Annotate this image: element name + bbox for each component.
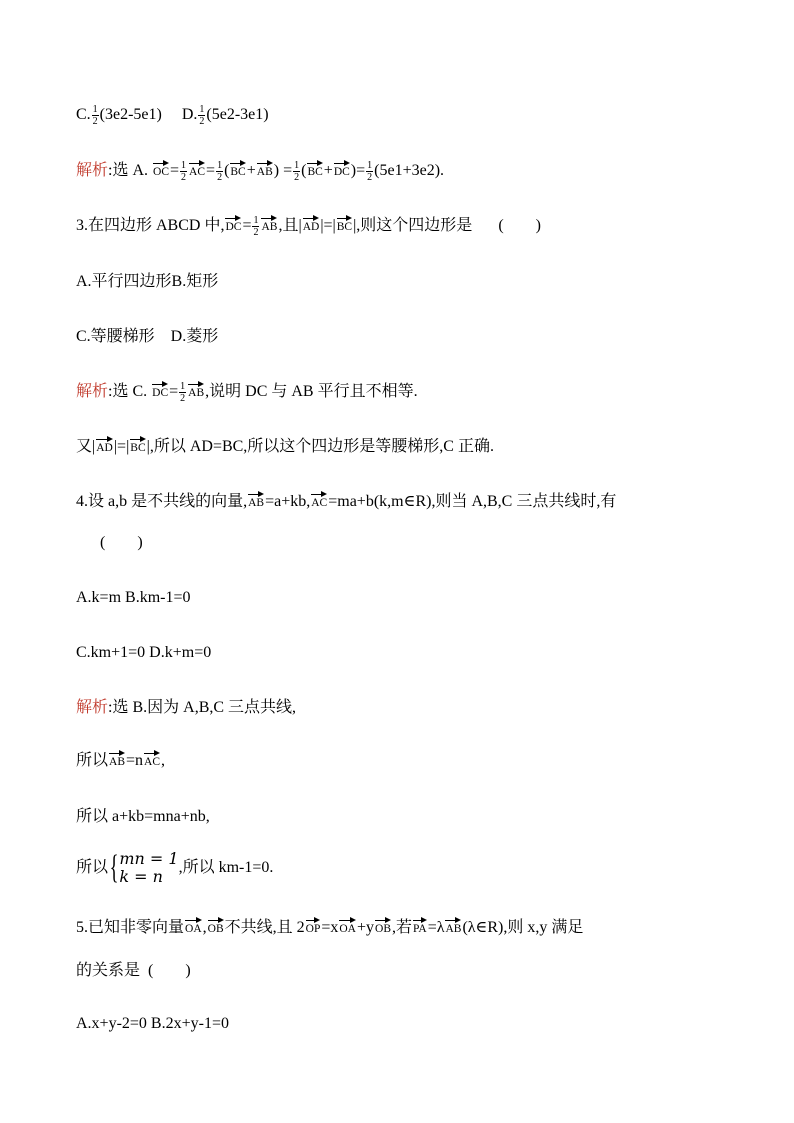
q3-analysis: 解析:选 C. DC= $\frac{1}{2}$ AB,说明 DC 与 AB 平行且不相等. [76, 381, 418, 404]
vector-ad: AD [96, 437, 113, 455]
vector-ob: OB [208, 918, 224, 936]
fraction-half: $\frac{1}{2}$ [199, 104, 205, 127]
q4-step-1: 所以AB=nAC, [76, 752, 166, 769]
fraction-half: $\frac{1}{2}$ [181, 160, 187, 183]
vector-oc: OC [153, 161, 169, 179]
vector-ab: AB [261, 216, 277, 234]
q2-analysis: 解析:选 A. OC= $\frac{1}{2}$ AC= $\frac{1}{2}$ (BC+AB) = $\frac{1}{2}$ (BC+DC)= $\frac{1}{2}$ (5e1+3e2). [76, 160, 445, 183]
vector-ab: AB [248, 492, 264, 510]
vector-bc: BC [130, 437, 145, 455]
vector-bc: BC [337, 216, 352, 234]
vector-bc: BC [230, 161, 245, 179]
vector-dc: DC [152, 382, 168, 400]
q4-step-2: 所以 a+kb=mna+nb, [76, 808, 210, 825]
fraction-half: $\frac{1}{2}$ [180, 381, 186, 404]
q4-stem: 4.设 a,b 是不共线的向量,AB=a+kb,AC=ma+b(k,m∈R),则当 A,B,C 三点共线时,有 [76, 493, 617, 510]
q5-stem-2: 的关系是 ( ) [76, 962, 191, 979]
fraction-half: $\frac{1}{2}$ [253, 215, 259, 238]
vector-ac: AC [144, 751, 160, 769]
analysis-label: 解析 [76, 162, 109, 180]
q5-option-a: A.x+y-2=0 B.2x+y-1=0 [76, 1015, 229, 1032]
q3-option-c: C.等腰梯形 D.菱形 [76, 328, 219, 345]
vector-ab: AB [188, 382, 204, 400]
answer-blank: ( ) [100, 534, 143, 551]
vector-ad: AD [303, 216, 320, 234]
q5-stem: 5.已知非零向量OA,OB不共线,且 2OP=xOA+yOB,若PA=λAB(λ∈R),则 x,y 满足 [76, 919, 584, 936]
vector-oa: OA [339, 918, 356, 936]
q4-option-a: A.k=m B.km-1=0 [76, 589, 191, 606]
q3-analysis-2: 又|AD|=|BC|,所以 AD=BC,所以这个四边形是等腰梯形,C 正确. [76, 438, 494, 455]
q2-options [76, 104, 269, 127]
answer-blank: ( ) [148, 962, 191, 979]
q4-option-c: C.km+1=0 D.k+m=0 [76, 644, 212, 661]
vector-op: OP [306, 918, 321, 936]
q2-option-d: D. $\frac{1}{2}$ (5e2-3e1) [181, 104, 269, 127]
fraction-half: $\frac{1}{2}$ [92, 104, 98, 127]
analysis-label: 解析 [76, 699, 109, 716]
vector-ab: AB [257, 161, 273, 179]
vector-ac: AC [311, 492, 327, 510]
q3-stem: 3.在四边形 ABCD 中,DC= $\frac{1}{2}$ AB,且|AD|=|BC|,则这个四边形是 ( ) [76, 215, 541, 238]
vector-pa: PA [413, 918, 427, 936]
vector-ab: AB [445, 918, 461, 936]
vector-dc: DC [334, 161, 350, 179]
vector-bc: BC [307, 161, 322, 179]
analysis-label: 解析 [76, 383, 109, 401]
equation-system: mn = 1 k = n [119, 849, 179, 887]
vector-ac: AC [189, 161, 205, 179]
vector-oa: OA [185, 918, 202, 936]
fraction-half: $\frac{1}{2}$ [367, 160, 373, 183]
q4-step-3: 所以{ mn = 1 k = n ,所以 km-1=0. [76, 849, 274, 887]
vector-ob: OB [375, 918, 391, 936]
q3-option-a: A.平行四边形B.矩形 [76, 273, 219, 290]
brace-symbol: { [109, 849, 119, 887]
q2-option-c: C. $\frac{1}{2}$ (3e2-5e1) [76, 104, 162, 127]
vector-dc: DC [225, 216, 241, 234]
fraction-half: $\frac{1}{2}$ [217, 160, 223, 183]
answer-blank: ( ) [498, 217, 541, 235]
fraction-half: $\frac{1}{2}$ [294, 160, 300, 183]
q4-analysis: 解析:选 B.因为 A,B,C 三点共线, [76, 699, 297, 716]
vector-ab: AB [109, 751, 125, 769]
